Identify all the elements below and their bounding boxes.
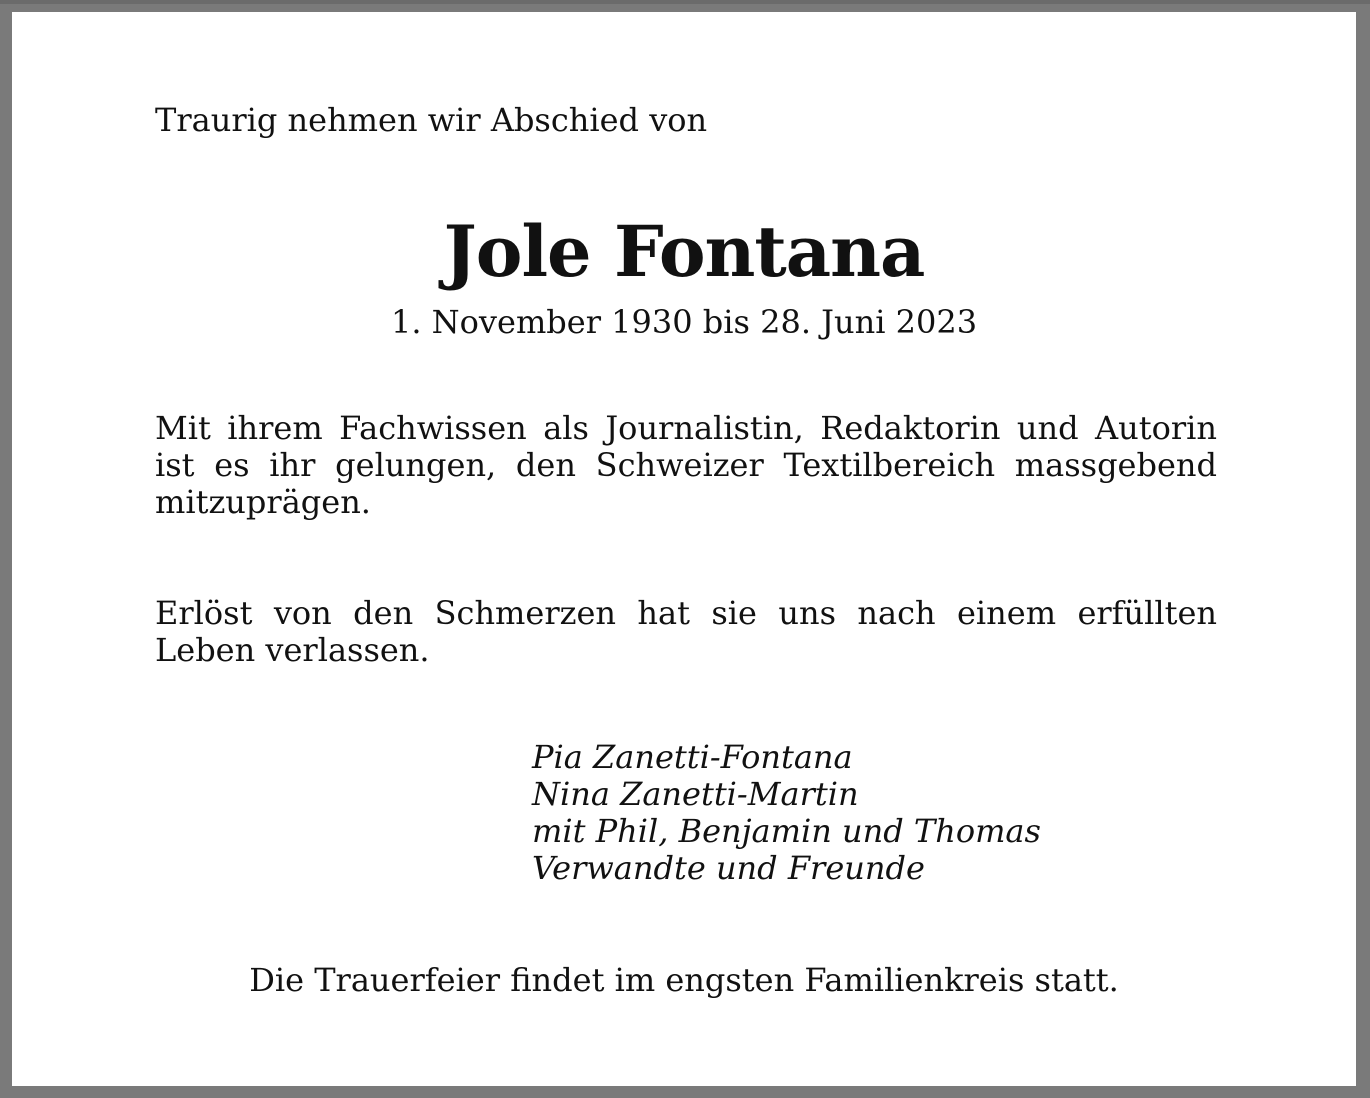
- signer-name: mit Phil, Benjamin und Thomas: [532, 812, 1041, 850]
- funeral-note: Die Trauerfeier findet im engsten Familienkreis statt.: [249, 961, 1119, 999]
- deceased-name: Jole Fontana: [443, 210, 925, 293]
- signer-name: Pia Zanetti-Fontana: [532, 738, 853, 776]
- tribute-paragraph: Mit ihrem Fachwissen als Journalistin, Redaktorin und Autorin ist es ihr gelungen, den Schweizer Textilbereich massgebend mitzuprägen.: [155, 409, 1217, 521]
- obituary-page: [12, 12, 1356, 1086]
- intro-line: Traurig nehmen wir Abschied von: [155, 101, 708, 139]
- window-top-border: [0, 0, 1370, 4]
- signer-name: Verwandte und Freunde: [532, 849, 925, 887]
- life-dates: 1. November 1930 bis 28. Juni 2023: [390, 303, 978, 341]
- signers-list: [532, 739, 1041, 887]
- signer-name: Nina Zanetti-Martin: [532, 775, 859, 813]
- passing-paragraph: Erlöst von den Schmerzen hat sie uns nach einem erfüllten Leben verlassen.: [155, 594, 1217, 669]
